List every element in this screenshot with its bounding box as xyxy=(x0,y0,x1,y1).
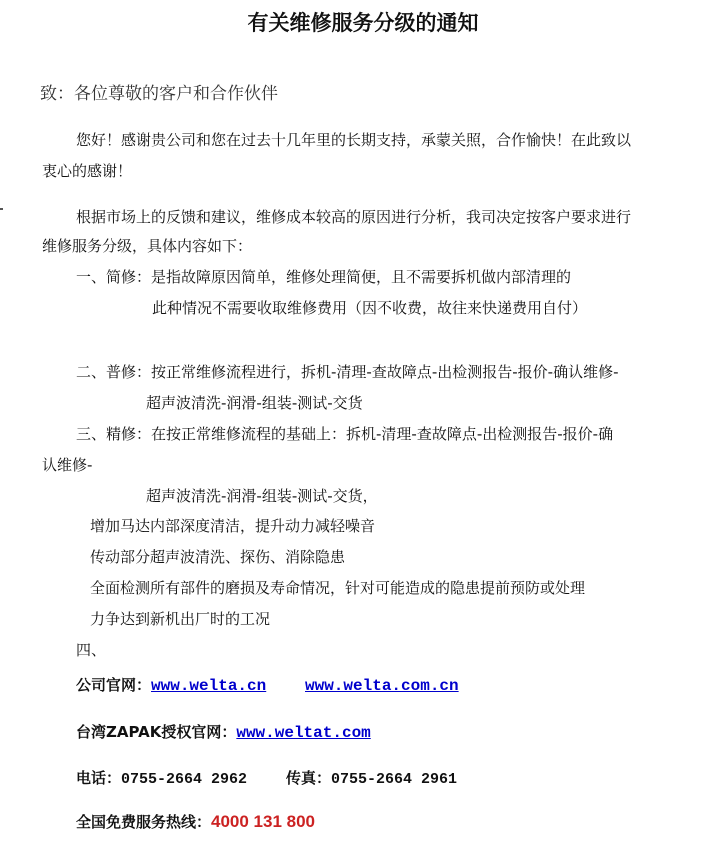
tier-precision-line-3: 超声波清洗-润滑-组装-测试-交货， xyxy=(146,487,378,505)
tier-precision-extra-2: 传动部分超声波清洗、探伤、消除隐患 xyxy=(90,548,346,566)
tier-precision-extra-1: 增加马达内部深度清洁，提升动力减轻噪音 xyxy=(90,517,376,535)
taiwan-link[interactable]: www.weltat.com xyxy=(236,724,371,742)
phone-number: 0755-2664 2962 xyxy=(121,771,248,788)
tier-precision-line-1: 三、精修：在按正常维修流程的基础上：拆机-清理-查故障点-出检测报告-报价-确 xyxy=(76,425,614,443)
website-link-1[interactable]: www.welta.cn xyxy=(151,677,267,695)
website-row xyxy=(76,675,266,696)
tier-precision-extra-3: 全面检测所有部件的磨损及寿命情况，针对可能造成的隐患提前预防或处理 xyxy=(90,579,586,597)
tier-precision-extra-4: 力争达到新机出厂时的工况 xyxy=(90,610,271,628)
hotline-label: 全国免费服务热线： xyxy=(76,813,212,831)
tier-fourth-label: 四、 xyxy=(76,641,107,659)
tier-simple-line-2: 此种情况不需要收取维修费用（因不收费，故往来快递费用自付） xyxy=(152,299,588,317)
fax-row xyxy=(286,768,457,790)
tier-simple-line-1: 一、简修：是指故障原因简单，维修处理简便，且不需要拆机做内部清理的 xyxy=(76,268,572,286)
tier-standard-line-2: 超声波清洗-润滑-组装-测试-交货 xyxy=(146,394,363,412)
intro-line-1: 根据市场上的反馈和建议，维修成本较高的原因进行分析，我司决定按客户要求进行 xyxy=(76,208,632,226)
website-link-2[interactable]: www.welta.com.cn xyxy=(305,677,459,695)
tier-standard-line-1: 二、普修：按正常维修流程进行，拆机-清理-查故障点-出检测报告-报价-确认维修- xyxy=(76,363,619,381)
fax-label: 传真： xyxy=(286,769,332,787)
tier-precision-line-2: 认维修- xyxy=(42,456,93,474)
phone-label: 电话： xyxy=(76,769,122,787)
taiwan-label: 台湾ZAPAK授权官网： xyxy=(76,723,237,741)
website-label: 公司官网： xyxy=(76,676,152,694)
taiwan-row xyxy=(76,722,371,743)
hotline-number: 4000 131 800 xyxy=(211,812,316,831)
salutation: 致：各位尊敬的客户和合作伙伴 xyxy=(40,84,278,104)
hotline-row xyxy=(76,812,315,832)
intro-line-2: 维修服务分级，具体内容如下： xyxy=(42,237,253,255)
page-title: 有关维修服务分级的通知 xyxy=(247,10,479,35)
website-row-2 xyxy=(305,675,459,696)
edge-mark xyxy=(0,208,3,210)
greeting-line-1: 您好！感谢贵公司和您在过去十几年里的长期支持，承蒙关照，合作愉快！在此致以 xyxy=(76,131,632,149)
greeting-line-2: 衷心的感谢！ xyxy=(42,162,133,180)
phone-row xyxy=(76,768,247,790)
fax-number: 0755-2664 2961 xyxy=(331,771,458,788)
